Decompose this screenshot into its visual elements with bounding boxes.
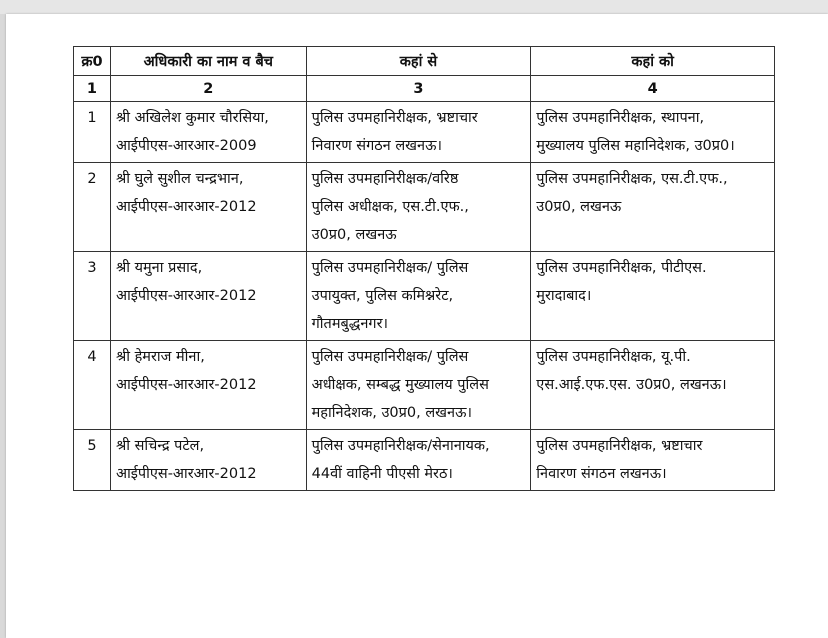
to-line: एस.आई.एफ.एस. उ0प्र0, लखनऊ।: [536, 377, 727, 393]
from-line: पुलिस उपमहानिरीक्षक/वरिष्ठ: [311, 171, 459, 187]
to-line: मुख्यालय पुलिस महानिदेशक, उ0प्र0।: [536, 138, 735, 154]
table-header-row: [74, 47, 775, 76]
to-line: पुलिस उपमहानिरीक्षक, पीटीएस.: [536, 260, 707, 276]
serial-number: 4: [74, 341, 111, 430]
to-line: पुलिस उपमहानिरीक्षक, एस.टी.एफ.,: [536, 171, 728, 187]
from-line: 44वीं वाहिनी पीएसी मेरठ।: [311, 466, 453, 482]
serial-number: 5: [74, 430, 111, 491]
to-line: पुलिस उपमहानिरीक्षक, स्थापना,: [536, 110, 705, 126]
officer-name: श्री हेमराज मीना,: [115, 349, 205, 365]
from-cell: [306, 430, 531, 491]
from-line: पुलिस अधीक्षक, एस.टी.एफ.,: [311, 199, 469, 215]
from-line: पुलिस उपमहानिरीक्षक, भ्रष्टाचार: [311, 110, 478, 126]
from-cell: [306, 252, 531, 341]
officer-name: श्री यमुना प्रसाद,: [115, 260, 203, 276]
officer-batch: आईपीएस-आरआर-2012: [115, 377, 257, 393]
from-cell: [306, 102, 531, 163]
header-serial: क्र0: [74, 47, 111, 76]
officer-cell: [110, 341, 306, 430]
header-officer-name-batch: अधिकारी का नाम व बैच: [110, 47, 306, 76]
officer-batch: आईपीएस-आरआर-2012: [115, 466, 257, 482]
officer-cell: [110, 163, 306, 252]
from-line: उ0प्र0, लखनऊ: [311, 227, 397, 243]
header-from: कहां से: [306, 47, 531, 76]
officer-name: श्री अखिलेश कुमार चौरसिया,: [115, 110, 269, 126]
window-top-strip: [0, 0, 828, 14]
serial-number: 2: [74, 163, 111, 252]
table-row: [74, 341, 775, 430]
to-cell: [531, 430, 775, 491]
from-cell: [306, 163, 531, 252]
officer-batch: आईपीएस-आरआर-2012: [115, 288, 257, 304]
from-line: गौतमबुद्धनगर।: [311, 316, 388, 332]
to-cell: [531, 341, 775, 430]
officer-cell: [110, 102, 306, 163]
from-line: अधीक्षक, सम्बद्ध मुख्यालय पुलिस: [311, 377, 489, 393]
officer-name: श्री सचिन्द्र पटेल,: [115, 438, 205, 454]
to-line: मुरादाबाद।: [536, 288, 592, 304]
to-line: निवारण संगठन लखनऊ।: [536, 466, 667, 482]
table-row: [74, 252, 775, 341]
table-row: [74, 430, 775, 491]
to-line: पुलिस उपमहानिरीक्षक, यू.पी.: [536, 349, 691, 365]
officer-name: श्री घुले सुशील चन्द्रभान,: [115, 171, 244, 187]
to-cell: [531, 102, 775, 163]
column-number-row: [74, 76, 775, 102]
from-line: महानिदेशक, उ0प्र0, लखनऊ।: [311, 405, 472, 421]
from-line: पुलिस उपमहानिरीक्षक/ पुलिस: [311, 349, 469, 365]
to-line: पुलिस उपमहानिरीक्षक, भ्रष्टाचार: [536, 438, 703, 454]
officer-cell: [110, 252, 306, 341]
officer-batch: आईपीएस-आरआर-2012: [115, 199, 257, 215]
from-line: उपायुक्त, पुलिस कमिश्नरेट,: [311, 288, 454, 304]
from-line: निवारण संगठन लखनऊ।: [311, 138, 442, 154]
document-page: [6, 14, 828, 638]
serial-number: 1: [74, 102, 111, 163]
header-to: कहां को: [531, 47, 775, 76]
officer-cell: [110, 430, 306, 491]
officer-batch: आईपीएस-आरआर-2009: [115, 138, 257, 154]
table-row: [74, 102, 775, 163]
from-cell: [306, 341, 531, 430]
to-line: उ0प्र0, लखनऊ: [536, 199, 622, 215]
table-row: [74, 163, 775, 252]
column-number: 3: [306, 76, 531, 102]
transfer-table: [73, 46, 775, 491]
column-number: 2: [110, 76, 306, 102]
column-number: 1: [74, 76, 111, 102]
serial-number: 3: [74, 252, 111, 341]
to-cell: [531, 252, 775, 341]
from-line: पुलिस उपमहानिरीक्षक/ पुलिस: [311, 260, 469, 276]
to-cell: [531, 163, 775, 252]
column-number: 4: [531, 76, 775, 102]
from-line: पुलिस उपमहानिरीक्षक/सेनानायक,: [311, 438, 490, 454]
